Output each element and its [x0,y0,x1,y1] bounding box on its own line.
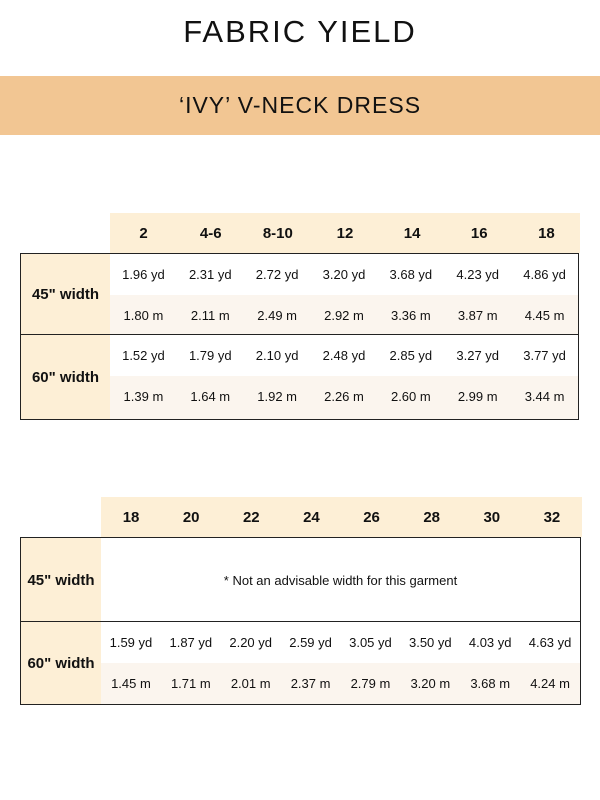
metre-value: 1.92 m [257,389,297,404]
metre-value: 3.20 m [410,676,451,691]
yardage-value: 4.03 yd [468,635,512,650]
size-header: 32 [543,508,561,526]
yd-row [110,335,578,376]
page-title: FABRIC YIELD [183,14,417,49]
size-header: 20 [182,508,200,526]
metre-value: 4.45 m [524,308,565,323]
yardage-value: 1.87 yd [169,635,213,650]
yardage-value: 2.48 yd [322,348,366,363]
row-label-60-width: 60" width [21,622,101,704]
yardage-value: 1.96 yd [122,267,165,282]
metre-value: 2.37 m [290,676,331,691]
yardage-value: 1.59 yd [109,635,153,650]
m-row [110,376,578,419]
yardage-value: 2.72 yd [255,267,299,282]
unsuitable-width-note: * Not an advisable width for this garment [223,572,458,588]
size-header: 22 [242,508,260,526]
m-row [110,295,578,335]
metre-value: 2.99 m [457,389,498,404]
size-header-row [101,497,582,537]
metre-value: 1.64 m [190,389,231,404]
row-label-45-width: 45" width [21,254,110,335]
row-label-45-width: 45" width [21,538,101,622]
yield-table-sizes-2-18 [20,213,580,420]
subtitle-banner [0,76,600,135]
row-group-60-width [20,621,581,705]
size-header: 18 [122,508,140,526]
size-header: 16 [470,224,488,242]
metre-value: 1.80 m [123,308,164,323]
metre-value: 2.01 m [230,676,271,691]
metre-value: 2.60 m [390,389,431,404]
metre-value: 1.71 m [170,676,211,691]
yardage-value: 4.86 yd [523,267,566,282]
yardage-value: 4.63 yd [528,635,572,650]
metre-value: 2.92 m [324,308,364,323]
size-header: 30 [483,508,501,526]
size-header: 28 [423,508,441,526]
yardage-value: 3.20 yd [322,267,366,282]
m-row [101,663,580,704]
metre-value: 4.24 m [530,676,570,691]
metre-value: 2.49 m [257,308,297,323]
yardage-value: 3.77 yd [523,348,566,363]
garment-name: ‘IVY’ V-NECK DRESS [178,92,422,118]
yd-row [101,622,580,663]
size-header: 26 [363,508,380,526]
row-group-45-width [20,537,581,623]
metre-value: 2.79 m [350,676,391,691]
yardage-value: 2.31 yd [188,267,232,282]
metre-value: 3.68 m [470,676,511,691]
yardage-value: 2.85 yd [389,348,433,363]
size-header: 12 [336,224,354,242]
row-group-45-width [20,253,579,336]
metre-value: 3.44 m [524,389,565,404]
size-header: 14 [403,224,421,242]
size-header: 2 [139,224,148,242]
yardage-value: 1.79 yd [188,348,232,363]
yardage-value: 4.23 yd [456,267,500,282]
size-header: 4-6 [199,224,222,242]
yardage-value: 2.20 yd [229,635,273,650]
yardage-value: 3.50 yd [408,635,452,650]
size-header: 18 [538,224,555,242]
metre-value: 1.45 m [111,676,151,691]
yield-table-sizes-18-32 [20,497,582,705]
metre-value: 3.36 m [390,308,431,323]
metre-value: 3.87 m [457,308,498,323]
size-header: 8-10 [262,224,293,242]
yardage-value: 2.10 yd [255,348,299,363]
row-label-60-width: 60" width [21,335,110,419]
yardage-value: 3.68 yd [389,267,433,282]
metre-value: 1.39 m [123,389,164,404]
yardage-value: 1.52 yd [122,348,165,363]
yd-row [110,254,578,295]
metre-value: 2.26 m [324,389,364,404]
row-group-60-width [20,334,579,420]
yardage-value: 3.27 yd [456,348,500,363]
size-header-row [110,213,580,253]
yardage-value: 3.05 yd [349,635,392,650]
metre-value: 2.11 m [190,308,230,323]
size-header: 24 [303,508,320,526]
yardage-value: 2.59 yd [289,635,332,650]
